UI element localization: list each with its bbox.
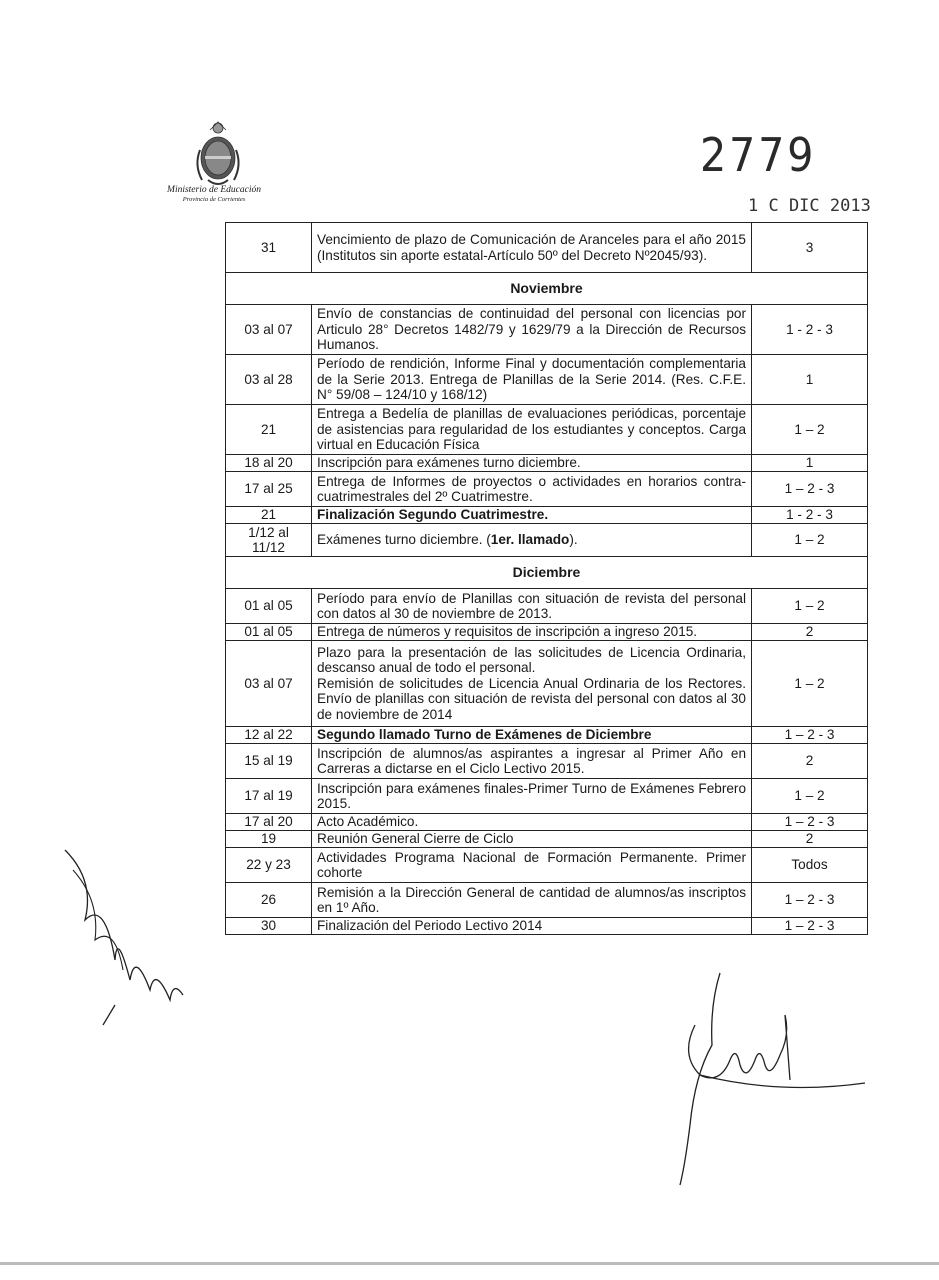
table-row	[226, 405, 868, 455]
table-row	[226, 507, 868, 524]
activity-cell	[312, 589, 752, 624]
recipients-cell: 2	[752, 624, 868, 641]
table-row	[226, 814, 868, 831]
date-cell: 17 al 19	[226, 779, 312, 814]
activity-cell	[312, 744, 752, 779]
activity-text: Exámenes turno diciembre. (	[317, 532, 491, 548]
table-row	[226, 744, 868, 779]
recipients-cell: 1 – 2	[752, 589, 868, 624]
table-row	[226, 305, 868, 355]
activity-text: Remisión de solicitudes de Licencia Anual Ordinaria de los Rectores. Envío de planillas con situación de revista del personal con datos al 30 de noviembre de 2014	[317, 675, 746, 722]
activity-text: ).	[569, 532, 578, 548]
section-row	[226, 557, 868, 589]
table-row	[226, 355, 868, 405]
table-row	[226, 524, 868, 557]
ministry-caption	[154, 186, 274, 203]
recipients-cell: 2	[752, 831, 868, 848]
date-cell: 18 al 20	[226, 455, 312, 472]
date-cell: 22 y 23	[226, 848, 312, 883]
activity-cell	[312, 883, 752, 918]
table-row	[226, 779, 868, 814]
activity-text: Reunión General Cierre de Ciclo	[317, 831, 514, 847]
activity-cell	[312, 918, 752, 935]
document-number: 2779	[700, 128, 817, 182]
activity-cell	[312, 727, 752, 744]
activity-text: Inscripción para exámenes finales-Primer Turno de Exámenes Febrero 2015.	[317, 780, 746, 811]
date-cell: 19	[226, 831, 312, 848]
activity-cell	[312, 472, 752, 507]
activity-text: Entrega de números y requisitos de inscripción a ingreso 2015.	[317, 624, 698, 640]
activity-text: Entrega de Informes de proyectos o actividades en horarios contra-cuatrimestrales del 2º Cuatrimestre.	[317, 473, 746, 504]
date-cell: 21	[226, 507, 312, 524]
recipients-cell: 1 – 2 - 3	[752, 727, 868, 744]
date-cell: 17 al 25	[226, 472, 312, 507]
activity-text: Finalización Segundo Cuatrimestre.	[317, 507, 549, 523]
date-cell: 31	[226, 223, 312, 273]
date-cell: 26	[226, 883, 312, 918]
calendar-table	[225, 222, 868, 935]
section-row	[226, 273, 868, 305]
activity-cell	[312, 405, 752, 455]
activity-cell	[312, 814, 752, 831]
date-cell: 21	[226, 405, 312, 455]
recipients-cell: 1 – 2	[752, 524, 868, 557]
date-cell: 03 al 07	[226, 305, 312, 355]
activity-text: Actividades Programa Nacional de Formación Permanente. Primer cohorte	[317, 849, 746, 880]
activity-cell	[312, 305, 752, 355]
page-edge-shadow	[0, 1262, 939, 1265]
activity-text: Período de rendición, Informe Final y documentación complementaria de la Serie 2013. Entrega de Planillas de la Serie 2014. (Res. C.F.E. N° 59/08 – 124/10 y 168/12)	[317, 356, 746, 403]
activity-text: 1er. llamado	[490, 532, 570, 548]
coat-of-arms-icon	[190, 120, 246, 190]
recipients-cell: 1 - 2 - 3	[752, 507, 868, 524]
table-row	[226, 848, 868, 883]
bottom-right-signature	[640, 965, 880, 1190]
table-row	[226, 589, 868, 624]
month-heading: Noviembre	[226, 273, 868, 305]
date-cell: 1/12 al 11/12	[226, 524, 312, 557]
month-heading: Diciembre	[226, 557, 868, 589]
recipients-cell: 1 – 2 - 3	[752, 883, 868, 918]
activity-cell	[312, 507, 752, 524]
date-cell: 01 al 05	[226, 589, 312, 624]
date-cell: 30	[226, 918, 312, 935]
province-name: Provincia de Corrientes	[182, 195, 246, 203]
table-row	[226, 918, 868, 935]
table-row	[226, 455, 868, 472]
activity-text: Envío de constancias de continuidad del personal con licencias por Articulo 28° Decretos 1482/79 y 1629/79 a la Dirección de Recursos Humanos.	[317, 306, 746, 353]
recipients-cell: 1	[752, 455, 868, 472]
recipients-cell: 1 – 2 - 3	[752, 814, 868, 831]
activity-text: Vencimiento de plazo de Comunicación de Aranceles para el año 2015 (Institutos sin aporte estatal-Artículo 50º del Decreto Nº2045/93).	[317, 232, 746, 263]
activity-cell	[312, 641, 752, 727]
activity-cell	[312, 223, 752, 273]
recipients-cell: 1 – 2	[752, 641, 868, 727]
activity-cell	[312, 831, 752, 848]
activity-text: Inscripción de alumnos/as aspirantes a ingresar al Primer Año en Carreras a dictarse en el Ciclo Lectivo 2015.	[317, 745, 746, 776]
activity-text: Inscripción para exámenes turno diciembre.	[317, 455, 581, 471]
activity-cell	[312, 355, 752, 405]
date-cell: 15 al 19	[226, 744, 312, 779]
activity-text: Plazo para la presentación de las solicitudes de Licencia Ordinaria, descanso anual de todo el personal.	[317, 644, 746, 676]
recipients-cell: 1 – 2 - 3	[752, 472, 868, 507]
activity-cell	[312, 624, 752, 641]
recipients-cell: 1 – 2	[752, 779, 868, 814]
date-stamp: 1 C DIC 2013	[748, 196, 871, 216]
table-row	[226, 472, 868, 507]
activity-text: Segundo llamado Turno de Exámenes de Diciembre	[317, 727, 652, 743]
date-cell: 03 al 07	[226, 641, 312, 727]
activity-text: Período para envío de Planillas con situación de revista del personal con datos al 30 de noviembre de 2013.	[317, 590, 746, 621]
activity-text: Acto Académico.	[317, 814, 419, 830]
recipients-cell: 1 – 2 - 3	[752, 918, 868, 935]
table-row	[226, 727, 868, 744]
table-row	[226, 883, 868, 918]
activity-cell	[312, 779, 752, 814]
activity-text: Entrega a Bedelía de planillas de evaluaciones periódicas, porcentaje de asistencias para regularidad de los estudiantes y conceptos. Carga virtual en Educación Física	[317, 406, 746, 453]
activity-cell	[312, 848, 752, 883]
recipients-cell: 3	[752, 223, 868, 273]
recipients-cell: 1 - 2 - 3	[752, 305, 868, 355]
table-row	[226, 831, 868, 848]
activity-cell	[312, 455, 752, 472]
activity-text: Finalización del Periodo Lectivo 2014	[317, 918, 543, 934]
table-row	[226, 624, 868, 641]
left-margin-signature	[55, 840, 195, 1030]
table-row	[226, 641, 868, 727]
ministry-name: Ministerio de Educación	[167, 185, 261, 195]
recipients-cell: 2	[752, 744, 868, 779]
activity-cell	[312, 524, 752, 557]
date-cell: 03 al 28	[226, 355, 312, 405]
activity-text: Remisión a la Dirección General de cantidad de alumnos/as inscriptos en 1º Año.	[317, 884, 746, 915]
date-cell: 17 al 20	[226, 814, 312, 831]
recipients-cell: Todos	[752, 848, 868, 883]
table-row	[226, 223, 868, 273]
recipients-cell: 1	[752, 355, 868, 405]
date-cell: 01 al 05	[226, 624, 312, 641]
recipients-cell: 1 – 2	[752, 405, 868, 455]
date-cell: 12 al 22	[226, 727, 312, 744]
